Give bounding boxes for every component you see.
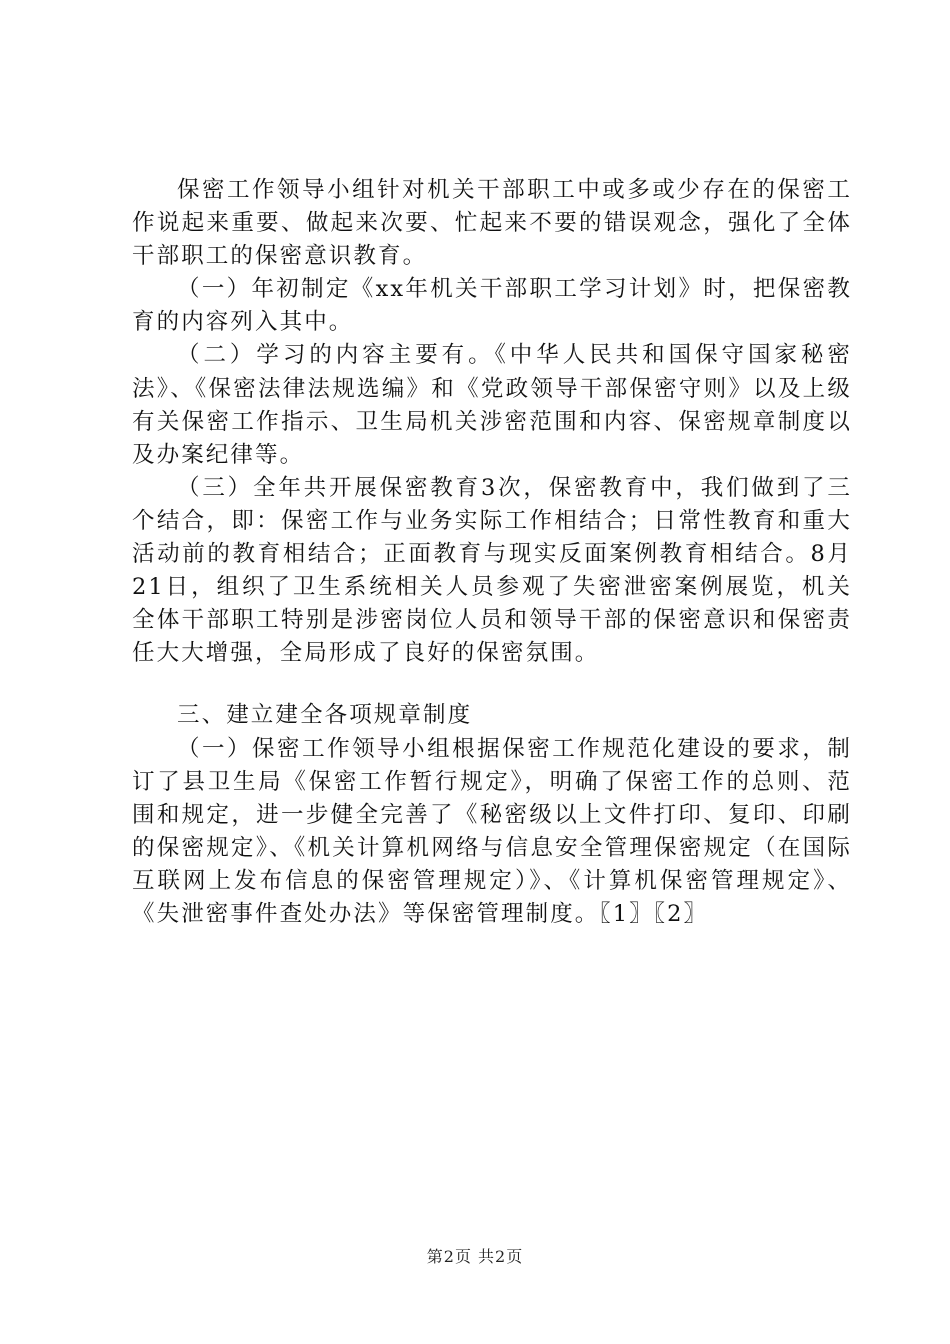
section-heading: 三、建立建全各项规章制度 xyxy=(177,702,473,729)
page-footer: 第2页 共2页 xyxy=(426,1247,524,1266)
body-paragraph: （一）保密工作领导小组根据保密工作规范化建设的要求，制订了县卫生局《保密工作暂行规定》，明确了保密工作的总则、范围和规定，进一步健全完善了《秘密级以上文件打印、复印、印刷的保密规定》、《机关计算机网络与信息安全管理保密规定（在国际互联网上发布信息的保密管理规定）》、《计算机保密管理规定》、《失泄密事件查处办法》等保密管理制度。〖1〗〖2〗 xyxy=(132,735,852,927)
body-paragraph: 保密工作领导小组针对机关干部职工中或多或少存在的保密工作说起来重要、做起来次要、忙起来不要的错误观念，强化了全体干部职工的保密意识教育。 xyxy=(132,177,852,270)
body-paragraph: （二）学习的内容主要有。《中华人民共和国保守国家秘密法》、《保密法律法规选编》和《党政领导干部保密守则》以及上级有关保密工作指示、卫生局机关涉密范围和内容、保密规章制度以及办案纪律等。 xyxy=(132,342,852,468)
body-paragraph: （一）年初制定《xx年机关干部职工学习计划》时，把保密教育的内容列入其中。 xyxy=(132,276,852,336)
document-body xyxy=(132,174,852,931)
body-paragraph: （三）全年共开展保密教育3次，保密教育中，我们做到了三个结合，即：保密工作与业务实际工作相结合；日常性教育和重大活动前的教育相结合；正面教育与现实反面案例教育相结合。8月21日，组织了卫生系统相关人员参观了失密泄密案例展览，机关全体干部职工特别是涉密岗位人员和领导干部的保密意识和保密责任大大增强，全局形成了良好的保密氛围。 xyxy=(132,474,852,667)
